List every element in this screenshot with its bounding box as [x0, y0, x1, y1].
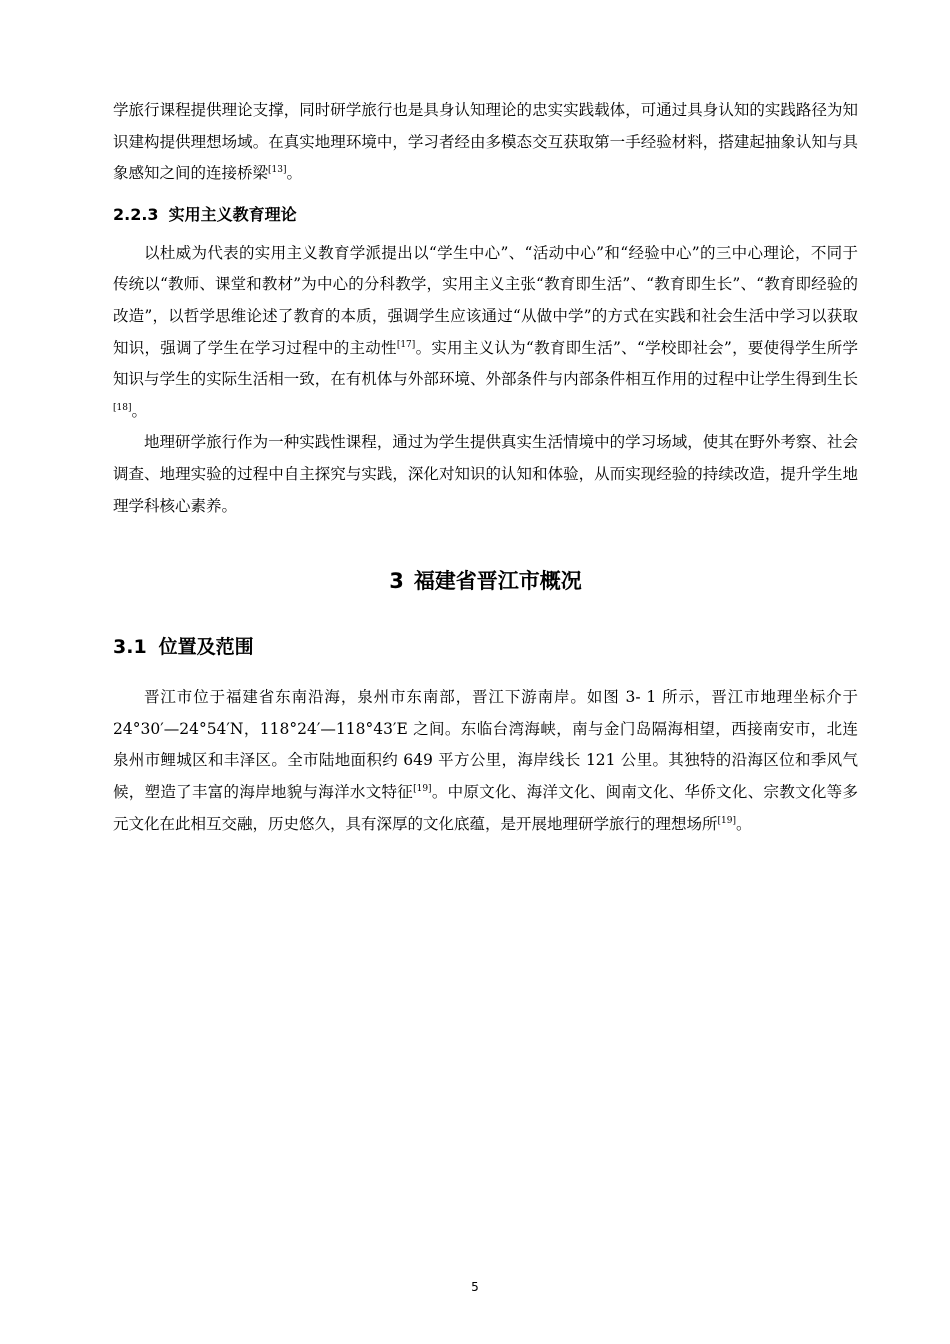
- section-title: 位置及范围: [158, 636, 254, 659]
- citation-ref[interactable]: [18]: [113, 402, 132, 413]
- section-title: 实用主义教育理论: [168, 204, 297, 224]
- page-number: 5: [471, 1280, 479, 1294]
- document-page: [113, 95, 858, 840]
- paragraph-text: 。: [736, 814, 752, 833]
- paragraph-embodied-cognition: [113, 95, 858, 190]
- paragraph-text: 晋江市位于福建省东南沿海，泉州市东南部，晋江下游南岸。如图 3- 1 所示，晋江市地理坐标介于 24°30′—24°54′N，118°24′—118°43′E 之间。东临台湾海峡，南与金门岛隔海相望，西接南安市，北连泉州市鲤城区和丰泽区。全市陆地面积约 649 平方公里，海岸线长 121 公里。其独特的沿海区位和季风气候，塑造了丰富的海岸地貌与海洋水文特征: [113, 688, 858, 801]
- section-number: 3.1: [113, 636, 147, 659]
- paragraph-geography-study-travel: [113, 427, 858, 522]
- section-heading-2-2-3: [113, 202, 858, 228]
- chapter-number: 3: [389, 569, 404, 594]
- chapter-heading-3: [113, 566, 858, 596]
- paragraph-text: 以杜威为代表的实用主义教育学派提出以“学生中心”、“活动中心”和“经验中心”的三中心理论，不同于传统以“教师、课堂和教材”为中心的分科教学，实用主义主张“教育即生活”、“教育即生长”、“教育即经验的改造”，以哲学思维论述了教育的本质，强调学生应该通过“从做中学”的方式在实践和社会生活中学习以获取知识，强调了学生在学习过程中的主动性: [113, 243, 858, 357]
- citation-ref[interactable]: [19]: [717, 815, 736, 826]
- paragraph-location: [113, 682, 858, 840]
- citation-ref[interactable]: [13]: [268, 165, 287, 176]
- section-heading-3-1: [113, 632, 858, 662]
- paragraph-text: 。: [286, 164, 303, 183]
- citation-ref[interactable]: [17]: [396, 339, 416, 350]
- citation-ref[interactable]: [19]: [413, 783, 432, 794]
- paragraph-text: 。中原文化、海洋文化、闽南文化、华侨文化、宗教文化等多元文化在此相互交融，历史悠久，具有深厚的文化底蕴，是开展地理研学旅行的理想场所: [113, 782, 858, 833]
- paragraph-pragmatism: [113, 238, 858, 428]
- section-number: 2.2.3: [113, 204, 159, 224]
- paragraph-text: 。: [131, 401, 147, 420]
- paragraph-text: 。实用主义认为“教育即生活”、“学校即社会”，要使得学生所学知识与学生的实际生活相一致，在有机体与外部环境、外部条件与内部条件相互作用的过程中让学生得到生长: [113, 338, 858, 389]
- paragraph-text: 地理研学旅行作为一种实践性课程，通过为学生提供真实生活情境中的学习场域，使其在野外考察、社会调查、地理实验的过程中自主探究与实践，深化对知识的认知和体验，从而实现经验的持续改造，提升学生地理学科核心素养。: [113, 433, 858, 515]
- chapter-title: 福建省晋江市概况: [413, 569, 582, 594]
- paragraph-text: 学旅行课程提供理论支撑，同时研学旅行也是具身认知理论的忠实实践载体，可通过具身认知的实践路径为知识建构提供理想场域。在真实地理环境中，学习者经由多模态交互获取第一手经验材料，搭建起抽象认知与具象感知之间的连接桥梁: [113, 101, 858, 183]
